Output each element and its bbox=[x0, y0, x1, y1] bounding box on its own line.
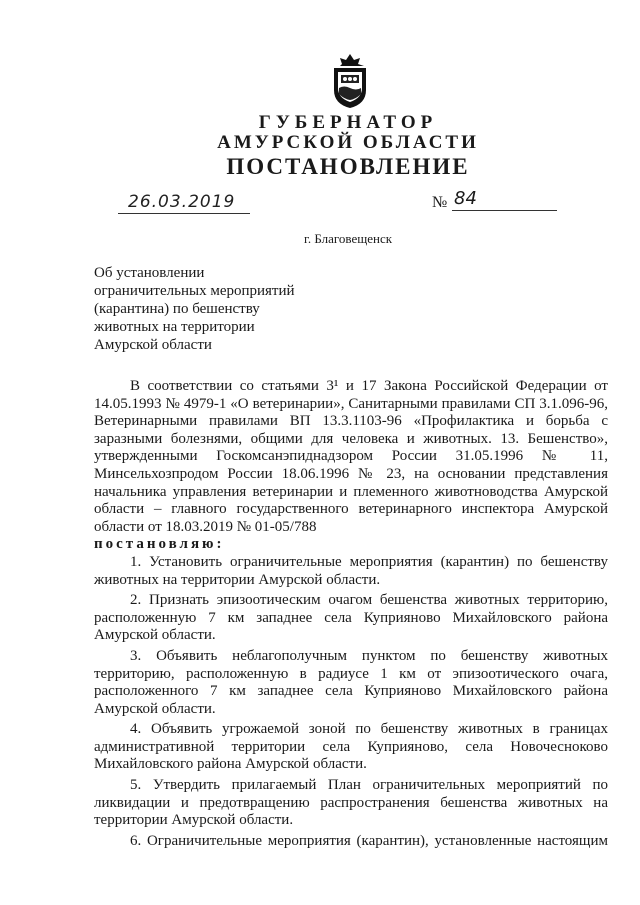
governor-heading: ГУБЕРНАТОР bbox=[258, 112, 438, 133]
item-3-line: территорию, расположенную в радиусе 1 км от эпизоотического очага, bbox=[94, 665, 608, 682]
subject-line: (карантина) по бешенству bbox=[94, 301, 260, 317]
handwritten-number: 84 bbox=[454, 188, 477, 209]
item-1-line: 1. Установить ограничительные мероприятия (карантин) по бешенству bbox=[130, 553, 608, 570]
subject-line: ограничительных мероприятий bbox=[94, 283, 295, 299]
city-line: г. Благовещенск bbox=[303, 231, 393, 246]
preamble-line: утвержденными Госкомсанэпиднадзором России 31.05.1996 № 11, bbox=[94, 448, 608, 465]
item-4-line: Михайловского района Амурской области. bbox=[94, 756, 367, 773]
item-4-line: административной территории села Куприяново, села Новочесноково bbox=[94, 738, 608, 755]
item-5-line: территории Амурской области. bbox=[94, 812, 294, 829]
resolve-word: постановляю: bbox=[94, 536, 225, 553]
subject-line: Амурской области bbox=[94, 337, 212, 353]
coat-of-arms-emblem bbox=[326, 52, 374, 110]
preamble-line: области от 18.03.2019 № 01-05/788 bbox=[94, 518, 317, 535]
item-2-line: расположенную 7 км западнее села Куприяново Михайловского района bbox=[94, 609, 608, 626]
item-6-line: 6. Ограничительные мероприятия (карантин), установленные настоящим bbox=[130, 832, 608, 849]
item-2-line: Амурской области. bbox=[94, 627, 216, 644]
item-5-line: ликвидации и предотвращению распространения бешенства животных на bbox=[94, 794, 608, 811]
subject-line: животных на территории bbox=[94, 319, 255, 335]
number-label: № bbox=[432, 194, 448, 211]
item-3-line: Амурской области. bbox=[94, 700, 216, 717]
document-type-title: ПОСТАНОВЛЕНИЕ bbox=[226, 154, 470, 179]
region-heading: АМУРСКОЙ ОБЛАСТИ bbox=[217, 132, 479, 153]
preamble-line: заразными болезнями, общими для человека и животных. 13. Бешенство», bbox=[94, 430, 608, 447]
item-2-line: 2. Признать эпизоотическим очагом бешенства животных территорию, bbox=[130, 592, 608, 609]
item-1-line: животных на территории Амурской области. bbox=[94, 571, 381, 588]
item-3-line: расположенного 7 км западнее села Куприяново Михайловского района bbox=[94, 683, 608, 700]
preamble-line: В соответствии со статьями 3¹ и 17 Закона Российской Федерации от bbox=[130, 378, 608, 394]
decree-subject bbox=[94, 264, 295, 354]
item-3-line: 3. Объявить неблагополучным пунктом по бешенству животных bbox=[130, 647, 608, 664]
preamble-line: Минсельхозпродом России 18.06.1996 № 23, на основании представления bbox=[94, 465, 608, 482]
subject-line: Об установлении bbox=[94, 265, 205, 281]
item-4-line: 4. Объявить угрожаемой зоной по бешенству животных в границах bbox=[130, 721, 608, 738]
preamble-line: начальника управления ветеринарии и племенного животноводства Амурской bbox=[94, 483, 608, 500]
decree-body bbox=[94, 378, 608, 850]
handwritten-date: 26.03.2019 bbox=[128, 192, 236, 212]
preamble-line: Ветеринарными правилами ВП 13.3.1103-96 «Профилактика и борьба с bbox=[94, 413, 608, 430]
preamble-line: области – главного государственного ветеринарного инспектора Амурской bbox=[94, 501, 608, 518]
date-underline bbox=[118, 213, 250, 214]
number-underline bbox=[452, 210, 557, 211]
item-5-line: 5. Утвердить прилагаемый План ограничительных мероприятий по bbox=[130, 777, 608, 794]
preamble-line: 14.05.1993 № 4979-1 «О ветеринарии», Санитарными правилами СП 3.1.096-96, bbox=[94, 395, 608, 412]
